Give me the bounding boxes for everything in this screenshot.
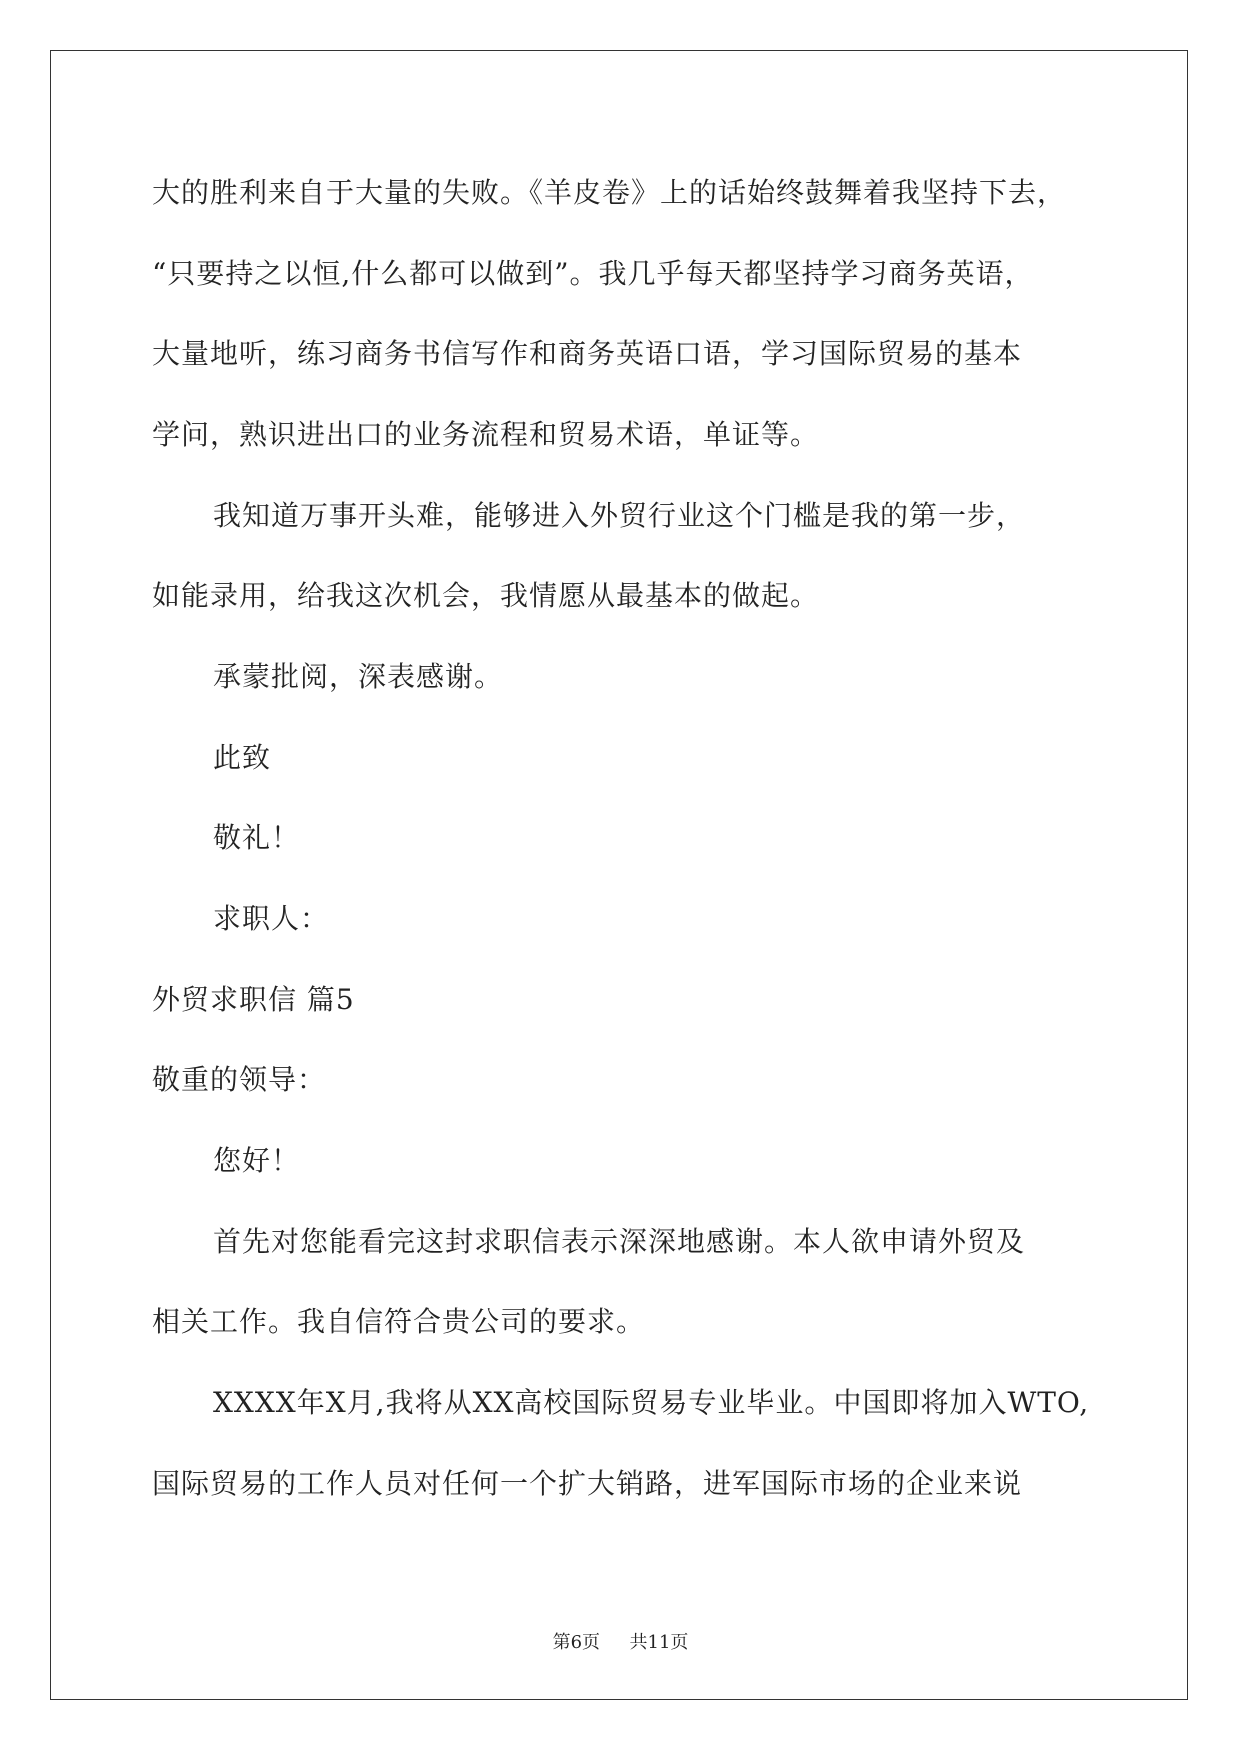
body-line-10: 国际贸易的工作人员对任何一个扩大销路，进军国际市场的企业来说 bbox=[152, 1467, 1023, 1500]
body-line-3: 大量地听，练习商务书信写作和商务英语口语，学习国际贸易的基本 bbox=[152, 337, 1023, 370]
body-line-7: 首先对您能看完这封求职信表示深深地感谢。本人欲申请外贸及 bbox=[213, 1225, 1026, 1258]
body-line-9: XXXX年X月,我将从XX高校国际贸易专业毕业。中国即将加入WTO, bbox=[213, 1386, 1090, 1419]
body-line-8: 相关工作。我自信符合贵公司的要求。 bbox=[152, 1305, 646, 1338]
body-line-5: 我知道万事开头难，能够进入外贸行业这个门槛是我的第一步， bbox=[213, 499, 1026, 532]
body-line-6: 如能录用，给我这次机会，我情愿从最基本的做起。 bbox=[152, 579, 820, 612]
greeting-recipient: 敬重的领导： bbox=[152, 1063, 327, 1096]
closing-regards: 敬礼！ bbox=[213, 821, 301, 854]
page-total: 共11页 bbox=[629, 1632, 689, 1653]
page-border bbox=[50, 50, 1188, 1700]
body-line-2: “只要持之以恒,什么都可以做到”。我几乎每天都坚持学习商务英语， bbox=[152, 257, 1034, 290]
page-number: 第6页 bbox=[552, 1632, 601, 1653]
signature-label: 求职人： bbox=[213, 902, 330, 935]
closing-salutation: 此致 bbox=[213, 741, 272, 774]
page-footer bbox=[0, 1631, 1241, 1655]
closing-thanks: 承蒙批阅，深表感谢。 bbox=[213, 660, 504, 693]
body-line-1: 大的胜利来自于大量的失败。《羊皮卷》上的话始终鼓舞着我坚持下去， bbox=[152, 176, 1067, 209]
greeting-hello: 您好！ bbox=[213, 1144, 301, 1177]
body-line-4: 学问，熟识进出口的业务流程和贸易术语，单证等。 bbox=[152, 418, 820, 451]
section-heading: 外贸求职信 篇5 bbox=[152, 983, 355, 1016]
